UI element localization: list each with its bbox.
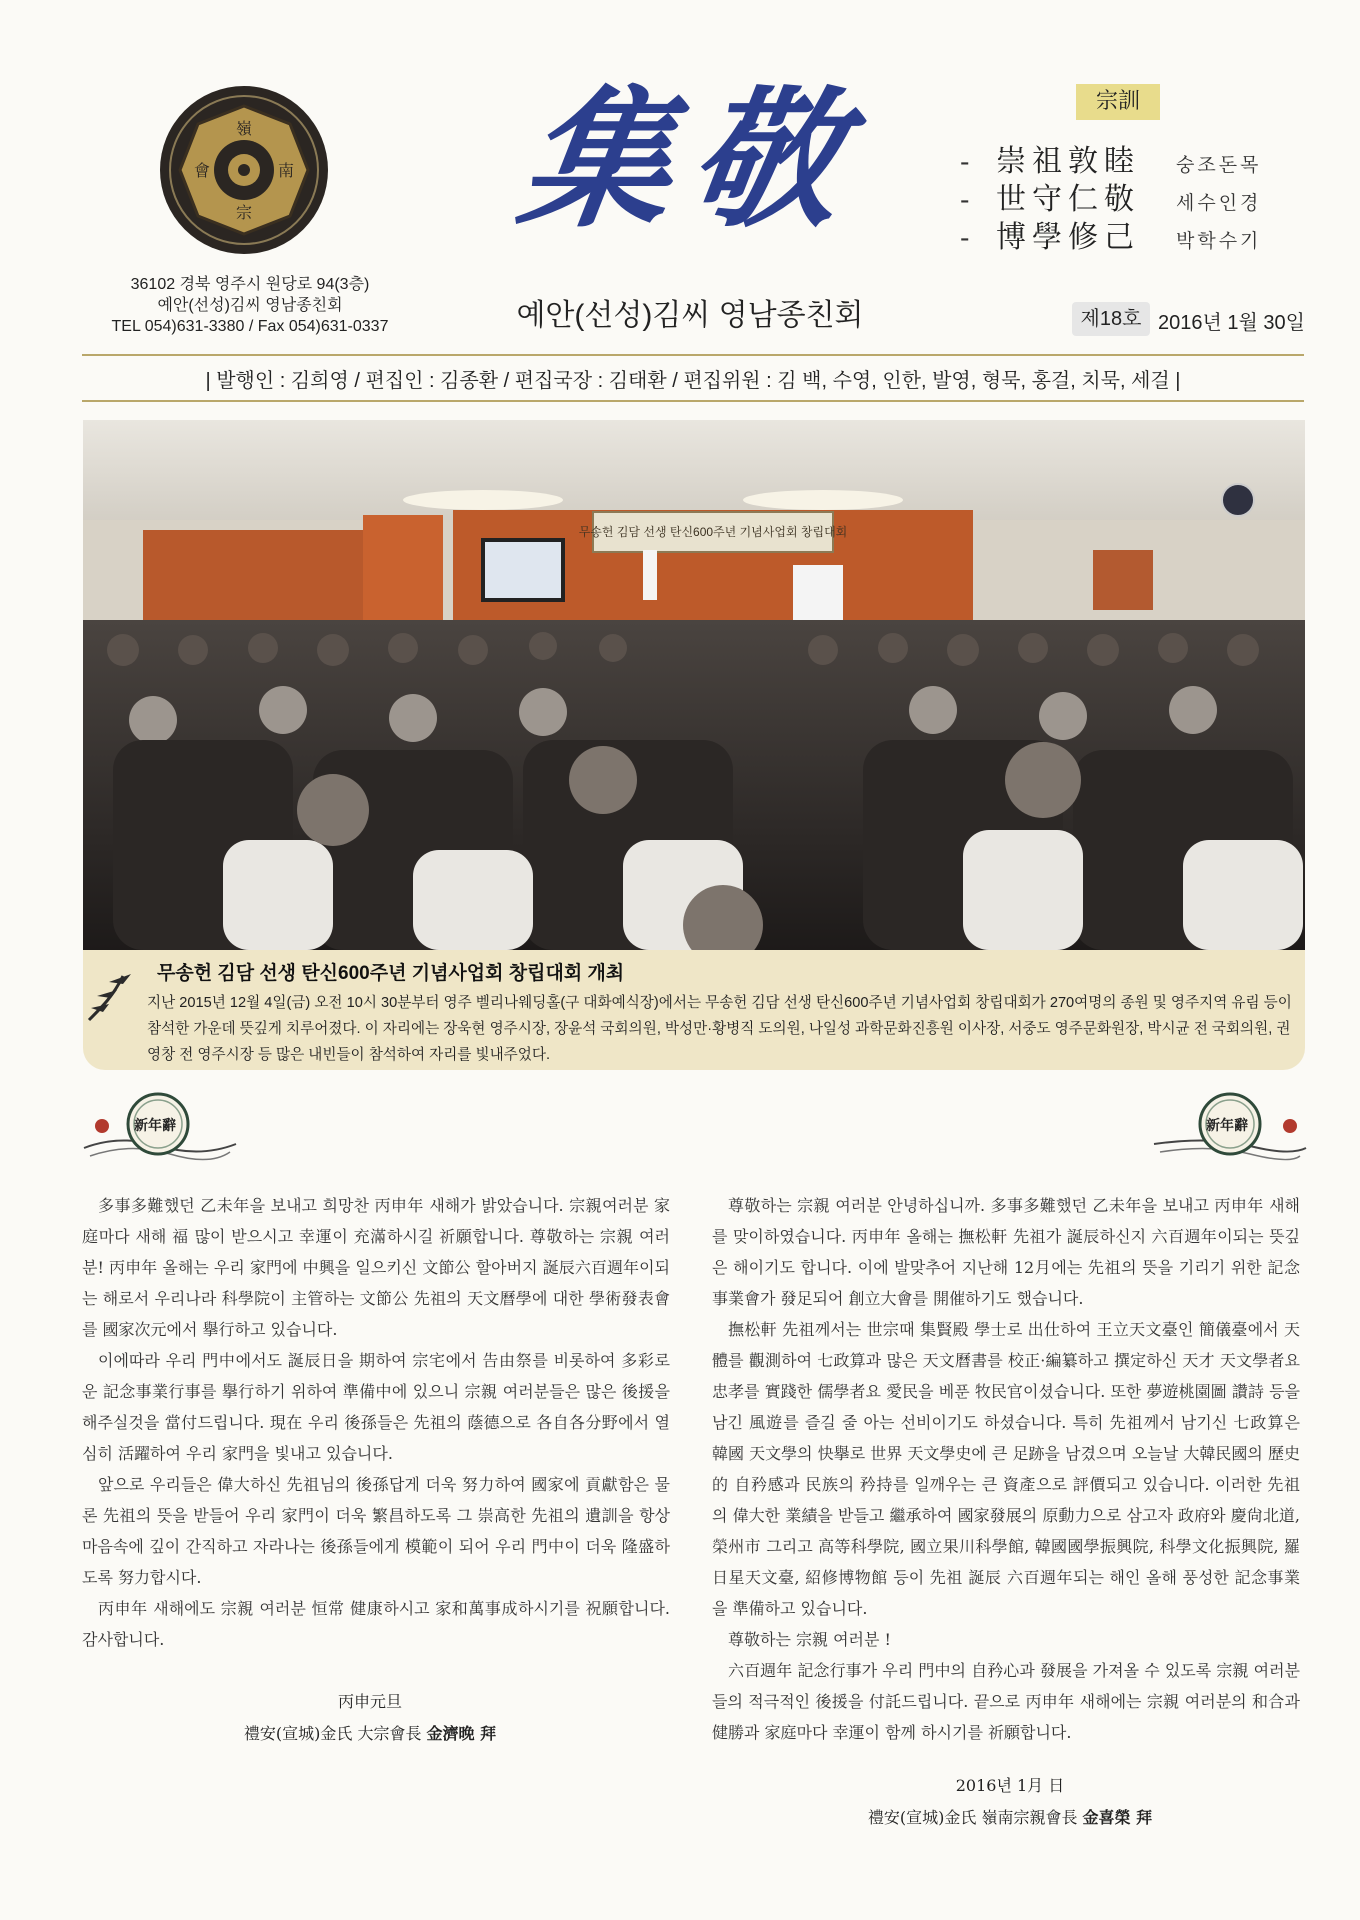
emblem-label: 新年辭 <box>1206 1118 1248 1134</box>
motto-item <box>960 212 1300 255</box>
article-paragraph: 尊敬하는 宗親 여러분 안녕하십니까. 多事多難했던 乙未年을 보내고 丙申年 새해를 맞이하였습니다. 丙申年 올해는 撫松軒 先祖가 誕辰하신지 六百週年이되는 뜻깊은 해이기도 합니다. 이에 발맞추어 지난해 12月에는 先祖의 뜻을 기리기 위한 記念事業會가 發足되어 創立大會를 開催하기도 했습니다. <box>712 1196 1300 1308</box>
new-year-emblem-left <box>80 1086 240 1166</box>
motto-dash: - <box>960 145 970 178</box>
svg-text:南: 南 <box>277 161 295 180</box>
signoff-name: 金濟晚 拜 <box>426 1724 497 1743</box>
svg-text:會: 會 <box>193 161 211 180</box>
emblem-label: 新年辭 <box>134 1118 176 1134</box>
seal-emblem-icon <box>158 84 330 256</box>
signoff-date: 丙申元旦 <box>337 1692 402 1711</box>
event-photo <box>83 420 1305 950</box>
article-paragraph: 多事多難했던 乙未年을 보내고 희망찬 丙申年 새해가 밝았습니다. 宗親여러분 家庭마다 새해 福 많이 받으시고 幸運이 充滿하시길 祈願합니다. 尊敬하는 宗親 여러분! 丙申年 올해는 우리 家門에 中興을 일으키신 文節公 할아버지 誕辰六百週年이되는 해로서 우리나라 科學院이 主管하는 文節公 先祖의 天文曆學에 대한 學術發表會를 國家次元에서 擧行하고 있습니다. <box>82 1196 670 1339</box>
motto-item <box>960 174 1300 217</box>
motto-dash: - <box>960 183 970 216</box>
caption-text: 지난 2015년 12월 4일(금) 오전 10시 30분부터 영주 벨리나웨딩홀(구 대화예식장)에서는 무송헌 김담 선생 탄신600주년 기념사업회 창립대회가 270여명의 종원 및 영주지역 유림 등이 참석한 가운데 뜻깊게 치루어졌다. 이 자리에는 장욱현 영주시장, 장윤석 국회의원, 박성만·황병직 도의원, 나일성 과학문화진흥원 이사장, 서중도 영주문화원장, 박시균 전 국회의원, 권영창 전 영주시장 등 많은 내빈들이 참석하여 자리를 빛내주었다. <box>147 995 1292 1063</box>
motto-item <box>960 136 1300 179</box>
left-signoff <box>160 1686 580 1750</box>
motto-hanja: 世守仁敬 <box>996 182 1140 217</box>
divider <box>82 354 1304 356</box>
signoff-author <box>790 1802 1230 1834</box>
new-year-emblem-right <box>1150 1086 1310 1166</box>
motto-hanja: 博學修己 <box>996 220 1140 255</box>
hall-banner-text: 무송헌 김담 선생 탄신600주년 기념사업회 창립대회 <box>578 525 848 539</box>
svg-text:宗: 宗 <box>235 203 253 222</box>
issue-date: 2016년 1월 30일 <box>1158 312 1305 334</box>
signoff-title: 禮安(宣城)金氏 大宗會長 <box>243 1724 422 1743</box>
motto-list <box>960 136 1300 255</box>
article-paragraph: 丙申年 새해에도 宗親 여러분 恒常 健康하시고 家和萬事成하시기를 祝願합니다. 감사합니다. <box>82 1599 670 1649</box>
organization-name: 예안(선성)김씨 영남종친회 <box>516 299 864 332</box>
article-paragraph: 尊敬하는 宗親 여러분 ! <box>728 1630 891 1649</box>
article-paragraph: 撫松軒 先祖께서는 世宗때 集賢殿 學士로 出仕하여 王立天文臺인 簡儀臺에서 天體를 觀測하여 七政算과 많은 天文曆書를 校正·編纂하고 撰定하신 天才 天文學者요 忠孝를 實踐한 儒學者요 愛民을 베푼 牧民官이셨습니다. 또한 夢遊桃園圖 讚詩 등을 남긴 風遊를 즐길 줄 아는 선비이기도 하셨습니다. 특히 先祖께서 남기신 七政算은 韓國 天文學의 快擧로 世界 天文學史에 큰 足跡을 남겼으며 오늘날 大韓民國의 歷史的 自矜感과 民族의 矜持를 일깨우는 큰 資產으로 評價되고 있습니다. 이러한 先祖의 偉大한 業績을 받들고 繼承하여 國家發展의 原動力으로 삼고자 政府와 慶尙北道, 榮州市 그리고 高等科學院, 國立果川科學館, 韓國國學振興院, 科學文化振興院, 羅日星天文臺, 紹修博物館 등이 先祖 誕辰 六百週年되는 해인 올해 풍성한 記念事業을 準備하고 있습니다. <box>712 1320 1300 1618</box>
address-org: 예안(선성)김씨 영남종친회 <box>157 297 343 314</box>
assembly-hall-photo <box>83 420 1305 950</box>
new-year-address-right <box>712 1190 1300 1748</box>
seal-logo <box>158 84 330 256</box>
new-year-address-left <box>82 1190 670 1655</box>
caption-title: 무송헌 김담 선생 탄신600주년 기념사업회 창립대회 개최 <box>157 963 625 984</box>
signoff-author <box>160 1718 580 1750</box>
article-paragraph: 앞으로 우리들은 偉大하신 先祖님의 後孫답게 더욱 努力하여 國家에 貢獻함은 물론 先祖의 뜻을 받들어 우리 家門이 더욱 繁昌하도록 그 崇高한 先祖의 遺訓을 항상 마음속에 깊이 간직하고 자라나는 後孫들에게 模範이 되어 우리 門中이 더욱 隆盛하도록 努力합시다. <box>82 1475 670 1587</box>
staff-credits: | 발행인 : 김희영 / 편집인 : 김종환 / 편집국장 : 김태환 / 편집위원 : 김 백, 수영, 인한, 발영, 형묵, 홍걸, 치묵, 세걸 | <box>205 370 1181 392</box>
address-line: 36102 경북 영주시 원당로 94(3층) <box>130 276 370 293</box>
motto-dash: - <box>960 221 970 254</box>
contact-line: TEL 054)631-3380 / Fax 054)631-0337 <box>111 318 389 335</box>
issue-number: 제18호 <box>1072 302 1150 336</box>
pine-tree-icon <box>83 956 153 1026</box>
motto-hangul: 세수인경 <box>1176 192 1262 214</box>
motto-hangul: 숭조돈목 <box>1176 154 1262 176</box>
article-paragraph: 이에따라 우리 門中에서도 誕辰日을 期하여 宗宅에서 告由祭를 비롯하여 多彩로운 記念事業行事를 擧行하기 위하여 準備中에 있으니 宗親 여러분들은 많은 後援을 해주실것을 當付드립니다. 現在 우리 後孫들은 先祖의 蔭德으로 各自各分野에서 열심히 活躍하여 우리 家門을 빛내고 있습니다. <box>82 1351 670 1463</box>
photo-caption <box>83 950 1305 1070</box>
signoff-title: 禮安(宣城)金氏 嶺南宗親會長 <box>867 1808 1078 1827</box>
signoff-date: 2016년 1月 日 <box>955 1776 1065 1795</box>
signoff-name: 金喜榮 拜 <box>1082 1808 1153 1827</box>
motto-hangul: 박학수기 <box>1176 230 1262 252</box>
address-block <box>70 274 430 337</box>
article-paragraph: 六百週年 記念行事가 우리 門中의 自矜心과 發展을 가져올 수 있도록 宗親 여러분들의 적극적인 後援을 付託드립니다. 끝으로 丙申年 새해에는 宗親 여러분의 和合과 健勝과 家庭마다 幸運이 함께 하시기를 祈願합니다. <box>712 1661 1300 1742</box>
svg-text:嶺: 嶺 <box>235 119 253 138</box>
motto-badge: 宗訓 <box>1076 84 1160 120</box>
masthead-title: 集敬 <box>510 72 872 248</box>
divider <box>82 400 1304 402</box>
right-signoff <box>790 1770 1230 1834</box>
motto-hanja: 崇祖敦睦 <box>996 144 1140 179</box>
